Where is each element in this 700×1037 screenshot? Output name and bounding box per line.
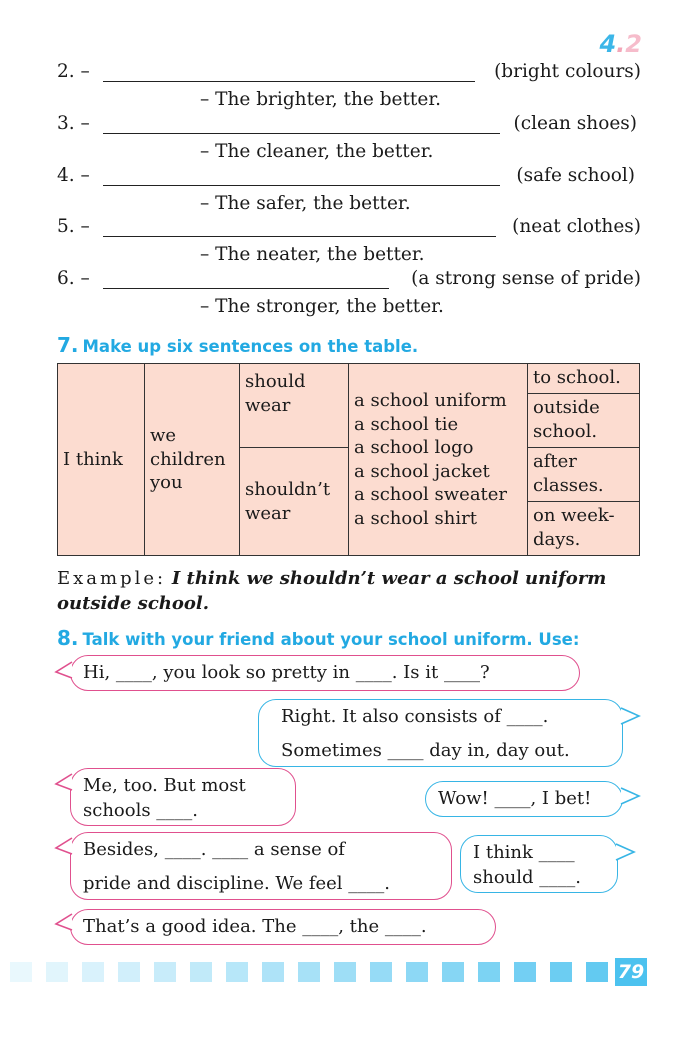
footer-square (586, 962, 608, 982)
item-answer: – The brighter, the better. (200, 89, 442, 110)
answer-blank[interactable] (103, 133, 500, 134)
cell-text: classes. (533, 474, 604, 496)
cell-text: wear (245, 502, 291, 524)
table-cell-subject (58, 364, 145, 556)
item-answer: – The neater, the better. (200, 244, 425, 265)
footer-square (82, 962, 104, 982)
bubble-line: should ____. (473, 867, 581, 888)
cell-text: should (245, 371, 306, 392)
cell-text: outside (533, 397, 600, 418)
footer-square (10, 962, 32, 982)
speech-bubble (460, 835, 618, 893)
footer-square (550, 962, 572, 982)
section-dot: . (616, 30, 626, 58)
exercise-item (57, 216, 641, 242)
example-text: I think we shouldn’t wear a school uniform outside school. (57, 568, 607, 614)
speech-bubble (70, 655, 580, 691)
bubble-tail (614, 840, 636, 862)
speech-bubble (258, 699, 623, 767)
task-number: 8. (57, 626, 79, 650)
footer-square (334, 962, 356, 982)
answer-blank[interactable] (103, 81, 475, 82)
bubble-line: That’s a good idea. The ____, the ____. (83, 916, 427, 937)
item-answer: – The safer, the better. (200, 193, 411, 214)
task-title: Talk with your friend about your school uniform. Use: (82, 630, 580, 649)
item-answer: – The cleaner, the better. (200, 141, 434, 162)
answer-blank[interactable] (103, 288, 389, 289)
bubble-line: Hi, ____, you look so pretty in ____. Is it ____? (83, 662, 490, 683)
task-number: 7. (57, 333, 79, 357)
example-sentence (57, 566, 640, 616)
item-cue: (a strong sense of pride) (411, 268, 641, 289)
task-7-heading (57, 333, 418, 357)
item-number: 3. – (57, 113, 90, 134)
item-cue: (safe school) (516, 165, 635, 186)
item-number: 2. – (57, 61, 90, 82)
table-cell-who (145, 364, 240, 556)
footer-square (406, 962, 428, 982)
footer-square (154, 962, 176, 982)
cell-text: we (150, 425, 177, 447)
footer-square (262, 962, 284, 982)
footer-square (298, 962, 320, 982)
footer-square (118, 962, 140, 982)
table-cell-shouldnt (240, 448, 349, 556)
item-cue: (neat clothes) (512, 216, 641, 237)
exercise-item (57, 268, 641, 294)
answer-blank[interactable] (103, 185, 500, 186)
speech-bubble (425, 781, 623, 817)
cell-text: to school. (533, 367, 621, 388)
bubble-line: I think ____ (473, 842, 575, 863)
cell-text: days. (533, 528, 581, 550)
item-answer: – The stronger, the better. (200, 296, 444, 317)
item-number: 6. – (57, 268, 90, 289)
table-cell-place (528, 448, 640, 502)
exercise-item (57, 61, 641, 87)
exercise-item (57, 113, 641, 139)
bubble-line: Right. It also consists of ____. (281, 706, 549, 727)
cell-text: a school shirt (354, 507, 477, 529)
table-cell-place (528, 394, 640, 448)
bubble-line: Me, too. But most (83, 775, 246, 796)
cell-text: I think (63, 448, 123, 470)
cell-text: shouldn’t (245, 479, 331, 500)
cell-text: a school tie (354, 413, 459, 435)
exercise-item (57, 165, 641, 191)
table-cell-place (528, 364, 640, 394)
task-8-heading (57, 626, 579, 650)
answer-blank[interactable] (103, 236, 496, 237)
bubble-tail (54, 772, 74, 792)
cell-text: a school sweater (354, 484, 508, 505)
table-cell-items (349, 364, 528, 556)
bubble-tail (619, 704, 641, 726)
substitution-table (57, 363, 640, 556)
bubble-line: Wow! ____, I bet! (438, 788, 592, 809)
item-number: 4. – (57, 165, 90, 186)
bubble-line: Besides, ____. ____ a sense of (83, 839, 345, 860)
cell-text: children (150, 448, 226, 470)
item-number: 5. – (57, 216, 90, 237)
speech-bubble (70, 909, 496, 945)
section-subnumber: 2 (625, 30, 642, 58)
table-cell-should (240, 364, 349, 448)
footer-square (370, 962, 392, 982)
speech-bubble (70, 832, 452, 900)
footer-square (514, 962, 536, 982)
speech-bubble (70, 768, 296, 826)
task-title: Make up six sentences on the table. (82, 337, 419, 356)
bubble-line: Sometimes ____ day in, day out. (281, 740, 570, 761)
cell-text: school. (533, 420, 598, 442)
cell-text: after (533, 451, 577, 472)
bubble-line: pride and discipline. We feel ____. (83, 873, 391, 894)
footer-square (226, 962, 248, 982)
footer-square (190, 962, 212, 982)
cell-text: a school logo (354, 437, 474, 458)
item-cue: (clean shoes) (513, 113, 637, 134)
cell-text: a school uniform (354, 390, 507, 411)
bubble-tail (619, 784, 641, 806)
bubble-tail (54, 836, 74, 856)
footer-square (46, 962, 68, 982)
cell-text: on week- (533, 505, 615, 526)
bubble-tail (54, 912, 74, 932)
table-cell-place (528, 502, 640, 556)
cell-text: a school jacket (354, 460, 490, 482)
footer-square (478, 962, 500, 982)
cell-text: wear (245, 394, 291, 416)
page-number: 79 (615, 958, 647, 986)
bubble-line: schools ____. (83, 800, 199, 821)
example-label: Example: (57, 568, 167, 589)
section-label (599, 30, 642, 58)
footer-square (442, 962, 464, 982)
cell-text: you (150, 472, 183, 494)
bubble-tail (54, 660, 74, 680)
item-cue: (bright colours) (494, 61, 641, 82)
section-number: 4 (599, 30, 617, 58)
